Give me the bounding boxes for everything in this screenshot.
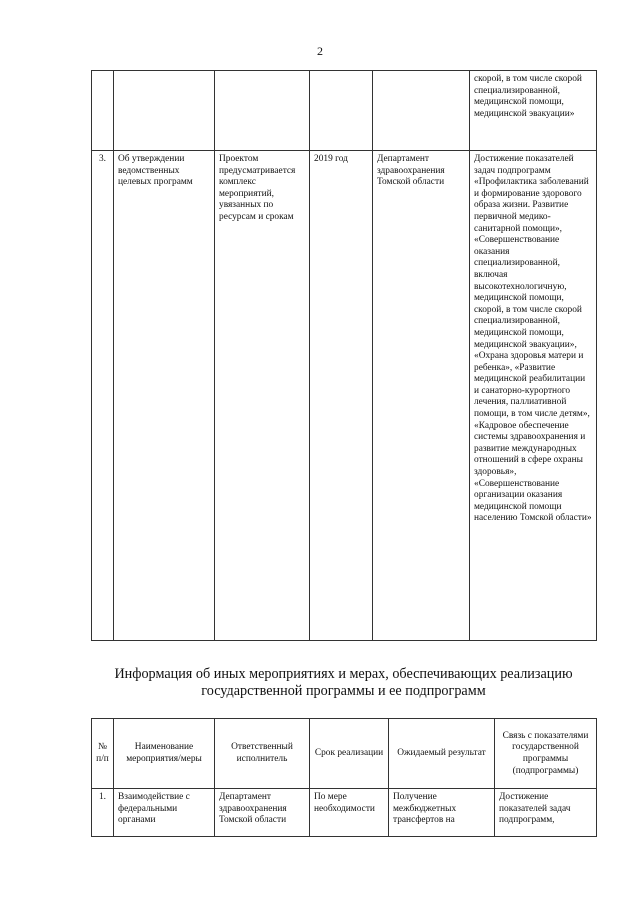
cell-link: Достижение показателей задач подпрограмм, [495, 789, 597, 837]
cell-term: По мере необходимости [310, 789, 389, 837]
table-row [92, 789, 597, 837]
cell-link: Достижение показателей задач подпрограмм «Профилактика заболеваний и формирование здорового образа жизни. Развитие первичной медико-санитарной помощи», «Совершенствование оказания специализированной, включая высокотехнологичную, медицинской помощи, скорой, в том числе скорой специализированной, медицинской помощи, медицинской эвакуации», «Охрана здоровья матери и ребенка», «Развитие медицинской реабилитации и санаторно-курортного лечения, паллиативной помощи, в том числе детям», «Кадровое обеспечение системы здравоохранения и развитие международных отношений в сфере охраны здоровья», «Совершенствование организации оказания медицинской помощи населению Томской области» [470, 151, 597, 641]
cell-name [114, 71, 215, 151]
header-result: Ожидаемый результат [389, 719, 495, 789]
cell-num: 3. [92, 151, 114, 641]
page-number: 2 [317, 44, 323, 58]
cell-executor: Департамент здравоохранения Томской области [373, 151, 470, 641]
cell-result: Получение межбюджетных трансфертов на [389, 789, 495, 837]
other-measures-table [91, 718, 597, 837]
section-title: Информация об иных мероприятиях и мерах, обеспечивающих реализацию государственной программы и ее подпрограмм [114, 666, 573, 699]
cell-executor: Департамент здравоохранения Томской области [215, 789, 310, 837]
header-name: Наименование мероприятия/меры [114, 719, 215, 789]
measures-table [91, 70, 597, 641]
cell-term [310, 71, 373, 151]
cell-executor [373, 71, 470, 151]
cell-name: Взаимодействие с федеральными органами [114, 789, 215, 837]
cell-name: Об утверждении ведомственных целевых программ [114, 151, 215, 641]
header-num: № п/п [92, 719, 114, 789]
cell-num [92, 71, 114, 151]
table-row [92, 151, 597, 641]
cell-content [215, 71, 310, 151]
cell-term: 2019 год [310, 151, 373, 641]
header-term: Срок реализации [310, 719, 389, 789]
header-link: Связь с показателями государственной программы (подпрограммы) [495, 719, 597, 789]
table-row [92, 71, 597, 151]
cell-link: скорой, в том числе скорой специализированной, медицинской помощи, медицинской эвакуации» [470, 71, 597, 151]
cell-num: 1. [92, 789, 114, 837]
table-header-row [92, 719, 597, 789]
cell-content: Проектом предусматривается комплекс мероприятий, увязанных по ресурсам и срокам [215, 151, 310, 641]
header-executor: Ответственный исполнитель [215, 719, 310, 789]
